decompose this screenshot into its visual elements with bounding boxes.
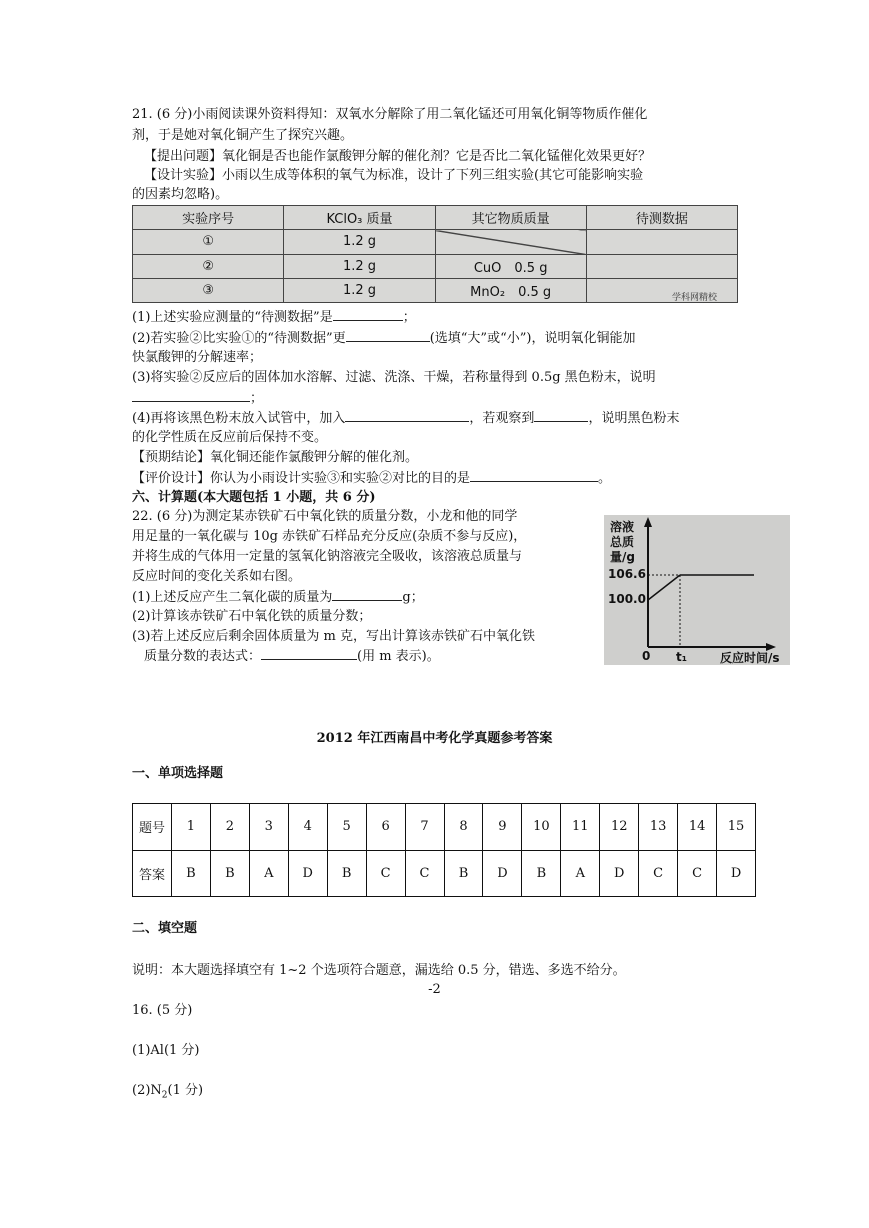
graph-ylabel-3: 量/g [610, 550, 635, 564]
section-6-heading: 六、计算题(本大题包括 1 小题，共 6 分) [132, 490, 376, 505]
experiment-table [132, 205, 738, 303]
answer-choice: D [600, 850, 639, 897]
q21-sub4-text-c: ，说明黑色粉末 [588, 411, 680, 426]
table-header: 待测数据 [586, 206, 737, 230]
q22-sub1-text: (1)上述反应产生二氧化碳的质量为 [132, 590, 333, 605]
q21-sub3: (3)将实验②反应后的固体加水溶解、过滤、洗涤、干燥，若称量得到 0.5g 黑色粉末，说明 [132, 370, 656, 385]
answer-choice: B [210, 850, 249, 897]
q21-sub1-end: ； [402, 310, 416, 325]
answers-table [132, 803, 756, 897]
answer-blank[interactable] [534, 409, 588, 422]
answer-choice: A [249, 850, 288, 897]
table-cell [586, 254, 737, 278]
answers-note: 说明：本大题选择填空有 1~2 个选项符合题意，漏选给 0.5 分，错选、多选不给分。 [132, 963, 626, 978]
row-label: 题号 [133, 804, 172, 851]
question-number: 4 [288, 804, 327, 851]
table-header: KClO₃ 质量 [284, 206, 435, 230]
table-cell: MnO₂ 0.5 g [435, 278, 586, 302]
table-row [133, 230, 738, 254]
answer-choice: D [483, 850, 522, 897]
answers-section-2: 二、填空题 [132, 921, 198, 936]
question-number: 15 [717, 804, 756, 851]
table-row-answers [133, 850, 756, 897]
answer-choice: D [288, 850, 327, 897]
q21-sub1 [132, 308, 416, 327]
graph-tick-106: 106.6 [608, 567, 646, 581]
table-cell: 1.2 g [284, 254, 435, 278]
q21-sub2-cont: 快氯酸钾的分解速率； [132, 350, 263, 365]
graph-ylabel-2: 总质 [610, 535, 635, 549]
question-number: 7 [405, 804, 444, 851]
answer-choice: B [444, 850, 483, 897]
table-cell: ② [133, 254, 284, 278]
table-header: 其它物质质量 [435, 206, 586, 230]
q21-evaluate-end: 。 [598, 471, 612, 486]
q21-sub4-cont: 的化学性质在反应前后保持不变。 [132, 430, 328, 445]
question-number: 1 [171, 804, 210, 851]
watermark: 学科网精校 [672, 293, 718, 303]
q21-design-1: 【设计实验】小雨以生成等体积的氧气为标准，设计了下列三组实验(其它可能影响实验 [144, 168, 644, 183]
table-cell: CuO 0.5 g [435, 254, 586, 278]
graph-ylabel-1: 溶液 [610, 520, 635, 534]
answer-choice: C [366, 850, 405, 897]
table-row [133, 278, 738, 302]
table-cell: 1.2 g [284, 230, 435, 254]
table-cell: ③ [133, 278, 284, 302]
question-number: 12 [600, 804, 639, 851]
q22-sub3-text: 质量分数的表达式： [144, 649, 262, 664]
question-number: 2 [210, 804, 249, 851]
q16-answer-2-score: (1 分) [167, 1083, 204, 1098]
answer-choice: B [522, 850, 561, 897]
q16-heading: 16. (5 分) [132, 1003, 193, 1018]
question-number: 5 [327, 804, 366, 851]
q21-sub2-text: (2)若实验②比实验①的“待测数据”更 [132, 331, 346, 346]
table-cell [586, 230, 737, 254]
q22-sub3-text-c: (用 m 表示)。 [357, 649, 440, 664]
table-header: 实验序号 [133, 206, 284, 230]
q21-line2: 剂，于是她对氧化铜产生了探究兴趣。 [132, 128, 354, 143]
q22-line2: 用足量的一氧化碳与 10g 赤铁矿石样品充分反应(杂质不参与反应)， [132, 529, 527, 544]
question-number: 13 [639, 804, 678, 851]
answers-title: 2012 年江西南昌中考化学真题参考答案 [316, 731, 553, 746]
answer-blank[interactable] [332, 588, 402, 601]
mass-time-graph [604, 515, 790, 665]
q21-sub4-text-b: ，若观察到 [469, 411, 535, 426]
answer-choice: C [678, 850, 717, 897]
q21-sub3-end: ； [250, 391, 264, 406]
answer-choice: B [327, 850, 366, 897]
answer-choice: A [561, 850, 600, 897]
q22-sub1 [132, 588, 424, 607]
question-number: 11 [561, 804, 600, 851]
answer-blank[interactable] [261, 647, 357, 660]
question-number: 9 [483, 804, 522, 851]
answer-blank[interactable] [132, 389, 250, 402]
q16-answer-2 [132, 1082, 203, 1105]
table-cell: ① [133, 230, 284, 254]
rising-line [648, 575, 680, 600]
question-number: 6 [366, 804, 405, 851]
q21-sub1-text: (1)上述实验应测量的“待测数据”是 [132, 310, 333, 325]
q21-sub3-cont [132, 389, 263, 408]
q22-line3: 并将生成的气体用一定量的氢氧化钠溶液完全吸收，该溶液总质量与 [132, 549, 523, 564]
q22-sub1-end: g； [402, 590, 424, 605]
q21-sub4-text: (4)再将该黑色粉末放入试管中，加入 [132, 411, 346, 426]
q22-line1: 22. (6 分)为测定某赤铁矿石中氧化铁的质量分数，小龙和他的同学 [132, 509, 518, 524]
q21-design-2: 的因素均忽略)。 [132, 187, 229, 202]
q21-sub2 [132, 329, 635, 348]
table-row-numbers [133, 804, 756, 851]
q16-answer-2-text: (2)N [132, 1083, 162, 1098]
graph-origin: 0 [642, 649, 651, 663]
graph-tick-100: 100.0 [608, 592, 646, 606]
q21-line1: 21. (6 分)小雨阅读课外资料得知：双氧水分解除了用二氧化锰还可用氧化铜等物质作催化 [132, 107, 648, 122]
table-header-row [133, 206, 738, 230]
answers-section-1: 一、单项选择题 [132, 766, 224, 781]
answer-choice: C [405, 850, 444, 897]
page-number: -2 [428, 982, 441, 997]
q22-sub3: (3)若上述反应后剩余固体质量为 m 克，写出计算该赤铁矿石中氧化铁 [132, 629, 536, 644]
answer-blank[interactable] [470, 469, 598, 482]
question-number: 3 [249, 804, 288, 851]
q21-evaluate [132, 469, 611, 488]
graph-t1: t₁ [676, 650, 687, 664]
answer-blank[interactable] [346, 329, 430, 342]
subscript: 2 [161, 1090, 168, 1101]
answer-blank[interactable] [333, 308, 403, 321]
q21-evaluate-text: 【评价设计】你认为小雨设计实验③和实验②对比的目的是 [132, 471, 471, 486]
q22-sub3-cont [144, 647, 440, 666]
table-cell: 1.2 g [284, 278, 435, 302]
row-label: 答案 [133, 850, 172, 897]
q22-line4: 反应时间的变化关系如右图。 [132, 569, 302, 584]
answer-choice: B [171, 850, 210, 897]
answer-choice: D [717, 850, 756, 897]
question-number: 14 [678, 804, 717, 851]
answer-blank[interactable] [345, 409, 469, 422]
answer-choice: C [639, 850, 678, 897]
graph-xlabel: 反应时间/s [720, 651, 780, 665]
q21-problem: 【提出问题】氧化铜是否也能作氯酸钾分解的催化剂？它是否比二氧化锰催化效果更好？ [144, 149, 652, 164]
question-number: 8 [444, 804, 483, 851]
q16-answer-1: (1)Al(1 分) [132, 1043, 200, 1058]
q21-sub2-text-b: (选填“大”或“小”)，说明氧化铜能加 [429, 331, 636, 346]
question-number: 10 [522, 804, 561, 851]
table-row [133, 254, 738, 278]
q21-sub4 [132, 409, 679, 428]
table-cell-diagonal [435, 230, 586, 254]
q22-sub2: (2)计算该赤铁矿石中氧化铁的质量分数； [132, 609, 372, 624]
q21-conclusion: 【预期结论】氧化铜还能作氯酸钾分解的催化剂。 [132, 450, 419, 465]
